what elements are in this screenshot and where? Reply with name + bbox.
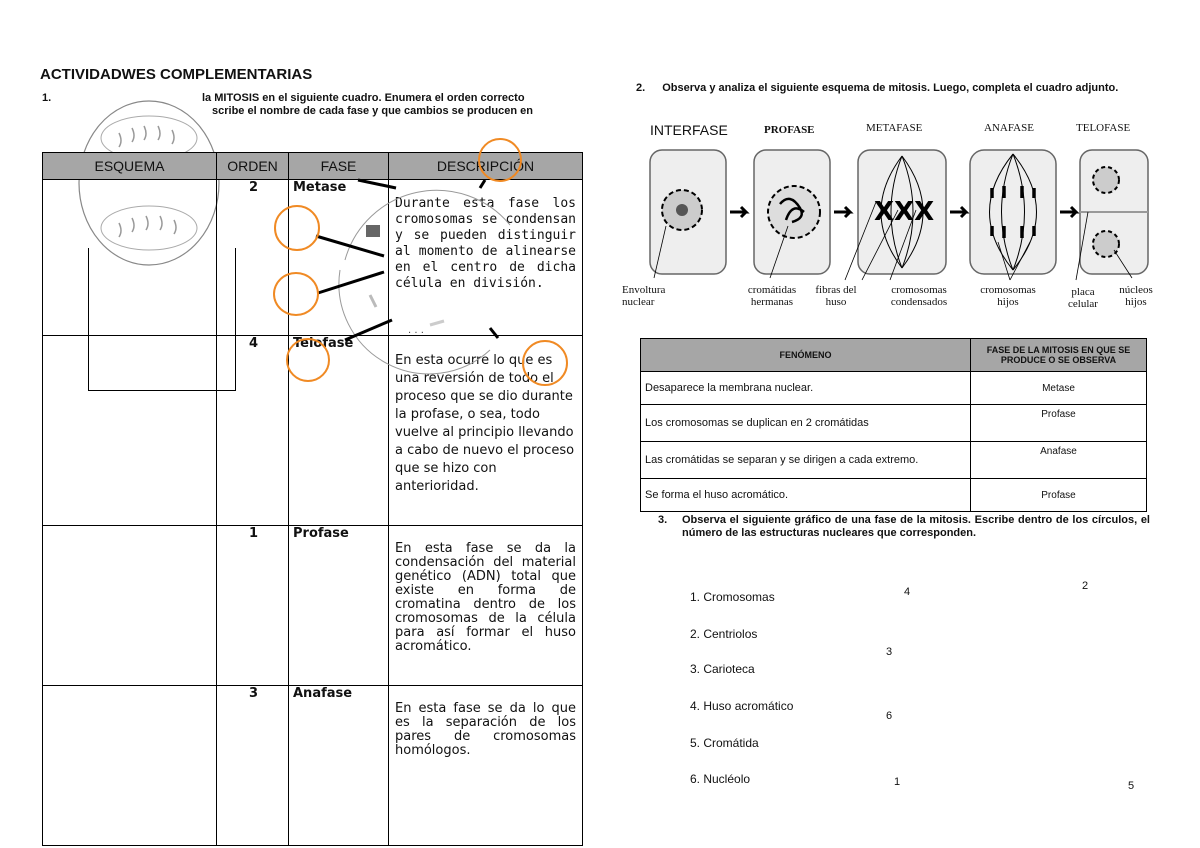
fase-cell: Telofase [289,336,389,526]
fase-cell: Metase [289,180,389,336]
phase-label-telofase: TELOFASE [1076,122,1131,134]
header-esquema: ESQUEMA [43,153,217,180]
phase-label-anafase: ANAFASE [984,122,1034,134]
list-item: 2. Centriolos [690,627,758,641]
question-3-number: 3. [658,514,668,526]
orden-cell: 3 [217,686,289,846]
answer-number: 1 [894,776,901,788]
answer-number: 5 [1128,780,1135,792]
phenomenon-table [640,338,1146,512]
fase-answer-cell: Metase [971,372,1147,405]
question-3-text: Observa el siguiente gráfico de una fase de la mitosis. Escribe dentro de los círculos, el número de las estructuras nucleares que corresponden. [682,514,1150,539]
fase-cell: Profase [289,526,389,686]
header-fase-mitosis: FASE DE LA MITOSIS EN QUE SE PRODUCE O SE OBSERVA [971,339,1147,372]
list-item: 6. Nucléolo [690,772,751,786]
label-nucleos-hijos: núcleos hijos [1119,284,1153,308]
annotation-circle [273,272,319,316]
orden-cell: 1 [217,526,289,686]
question-2-number: 2. [636,82,646,94]
header-fase: FASE [289,153,389,180]
page-title: ACTIVIDADWES COMPLEMENTARIAS [40,66,313,83]
list-item: 1. Cromosomas [690,590,775,604]
label-envoltura: Envoltura nuclear [622,284,666,308]
table-row [641,442,1147,479]
annotation-circle [274,205,320,251]
phase-label-interfase: INTERFASE [650,122,728,138]
list-item: 3. Carioteca [690,662,755,676]
label-fibras: fibras del huso [815,284,857,308]
list-item: 4. Huso acromático [690,699,794,713]
annotation-circle [478,138,522,182]
phase-label-metafase: METAFASE [866,122,923,134]
table-row [641,405,1147,442]
descripcion-cell: En esta fase se da la condensación del material genético (ADN) total que existe en forma de cromatina dentro de los cromosomas de la célula para así formar el huso acromático. [389,526,583,686]
phase-label-profase: PROFASE [764,124,815,136]
table-row [641,372,1147,405]
table-row [43,686,583,846]
question-1-line-2: scribe el nombre de cada fase y que cambios se producen en [212,105,533,117]
fenomeno-cell: Los cromosomas se duplican en 2 cromátidas [641,405,971,442]
fase-cell: Anafase [289,686,389,846]
question-2 [636,82,1118,94]
label-cromosomas-condensados: cromosomas condensados [890,284,948,308]
answer-number: 2 [1082,580,1089,592]
question-1-line-1: la MITOSIS en el siguiente cuadro. Enumera el orden correcto [202,92,525,104]
annotation-circle [286,338,330,382]
descripcion-cell: Durante esta fase los cromosomas se condensan y se pueden distinguir al momento de alinearse en el centro de dicha célula en división. [389,180,583,336]
header-orden: ORDEN [217,153,289,180]
annotation-circle [522,340,568,386]
descripcion-cell: En esta fase se da lo que es la separación de los pares de cromosomas homólogos. [389,686,583,846]
fenomeno-cell: Se forma el huso acromático. [641,479,971,512]
table-row [641,479,1147,512]
label-cromatidas: cromátidas hermanas [747,284,797,308]
mitosis-stages-diagram [640,142,1160,282]
esquema-cell [43,686,217,846]
answer-number: 4 [904,586,911,598]
answer-number: 3 [886,646,893,658]
svg-text:· · ·: · · · [408,328,424,339]
answer-number: 6 [886,710,893,722]
fase-answer-cell: Profase [971,479,1147,512]
label-placa-celular: placa celular [1068,286,1098,310]
list-item: 5. Cromátida [690,736,759,750]
fenomeno-cell: Desaparece la membrana nuclear. [641,372,971,405]
question-2-text: Observa y analiza el siguiente esquema de mitosis. Luego, completa el cuadro adjunto. [662,82,1119,94]
orden-cell: 2 [217,180,289,336]
descripcion-cell: En esta ocurre lo que es una reversión de todo el proceso que se dio durante la profase, o sea, todo vuelve al principio llevando a cabo de nuevo el proceso que se hizo con anterioridad. [389,336,583,526]
question-1-number: 1. [42,92,52,104]
esquema-box [88,248,236,391]
fenomeno-cell: Las cromátidas se separan y se dirigen a cada extremo. [641,442,971,479]
fase-answer-cell: Profase [971,405,1147,442]
header-fenomeno: FENÓMENO [641,339,971,372]
fase-answer-cell: Anafase [971,442,1147,479]
table-header-row [641,339,1147,372]
label-cromosomas-hijos: cromosomas hijos [980,284,1036,308]
svg-text:XXX: XXX [874,197,935,227]
question-3 [660,514,1150,540]
esquema-cell [43,526,217,686]
orden-cell: 4 [217,336,289,526]
table-row [43,526,583,686]
header-descripcion: DESCRIPCIÓN [389,153,583,180]
